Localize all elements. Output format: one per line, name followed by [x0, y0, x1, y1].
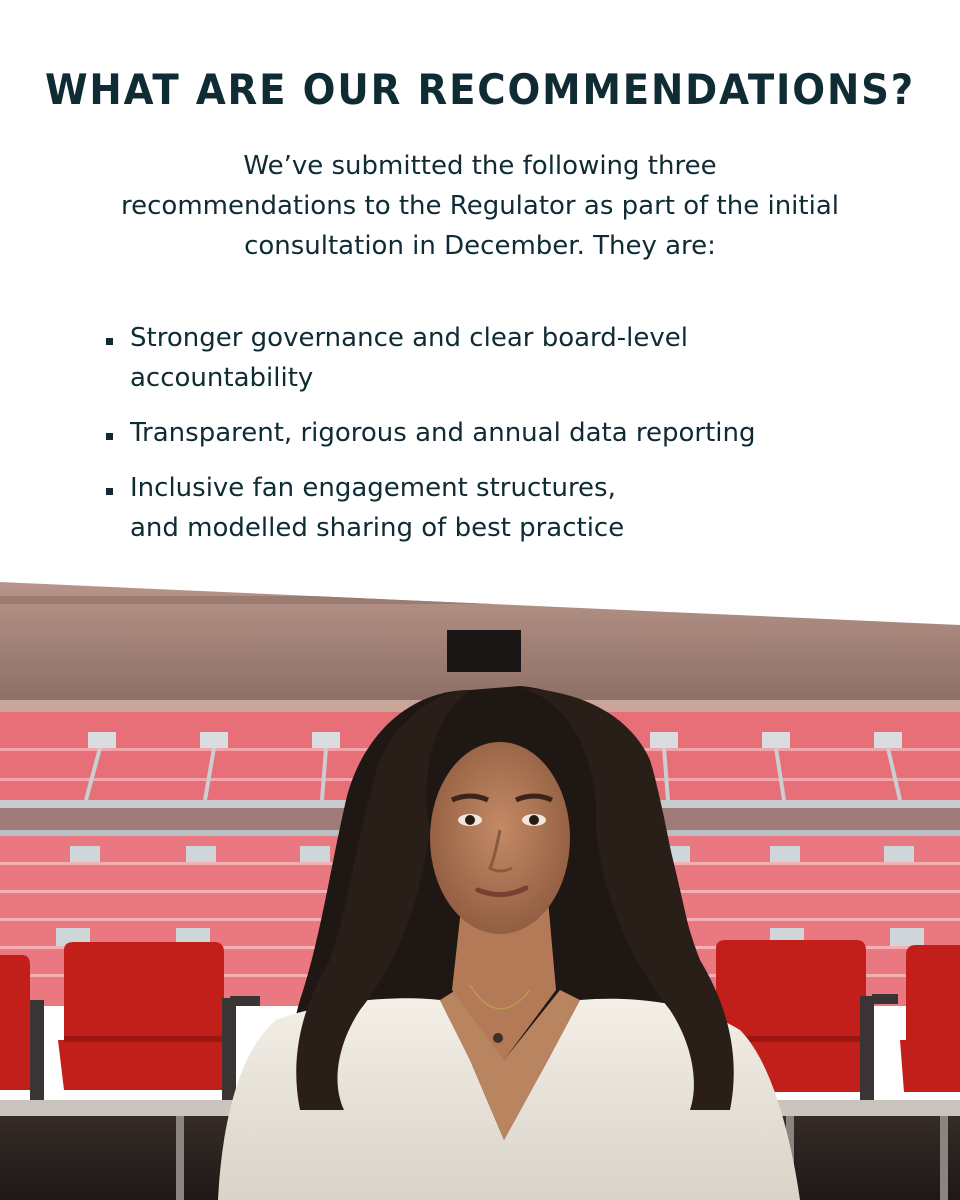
- intro-paragraph: [60, 146, 900, 266]
- recommendation-data-reporting: [106, 413, 906, 453]
- recommendation-fan-engagement: [106, 468, 906, 548]
- recommendation-text: accountability: [130, 363, 314, 393]
- recommendation-governance: [106, 318, 906, 398]
- intro-line: consultation in December. They are:: [244, 231, 716, 261]
- recommendation-text: Transparent, rigorous and annual data reporting: [130, 418, 756, 448]
- bullet-icon: [106, 488, 113, 495]
- recommendation-text: Inclusive fan engagement structures,: [130, 473, 616, 503]
- recommendation-text: Stronger governance and clear board-level: [130, 323, 688, 353]
- recommendations-list: [106, 318, 906, 548]
- bullet-icon: [106, 338, 113, 345]
- bullet-icon: [106, 433, 113, 440]
- recommendation-text: and modelled sharing of best practice: [130, 513, 625, 543]
- intro-line: recommendations to the Regulator as part of the initial: [121, 191, 839, 221]
- intro-line: We’ve submitted the following three: [243, 151, 717, 181]
- page-title: WHAT ARE OUR RECOMMENDATIONS?: [44, 65, 916, 114]
